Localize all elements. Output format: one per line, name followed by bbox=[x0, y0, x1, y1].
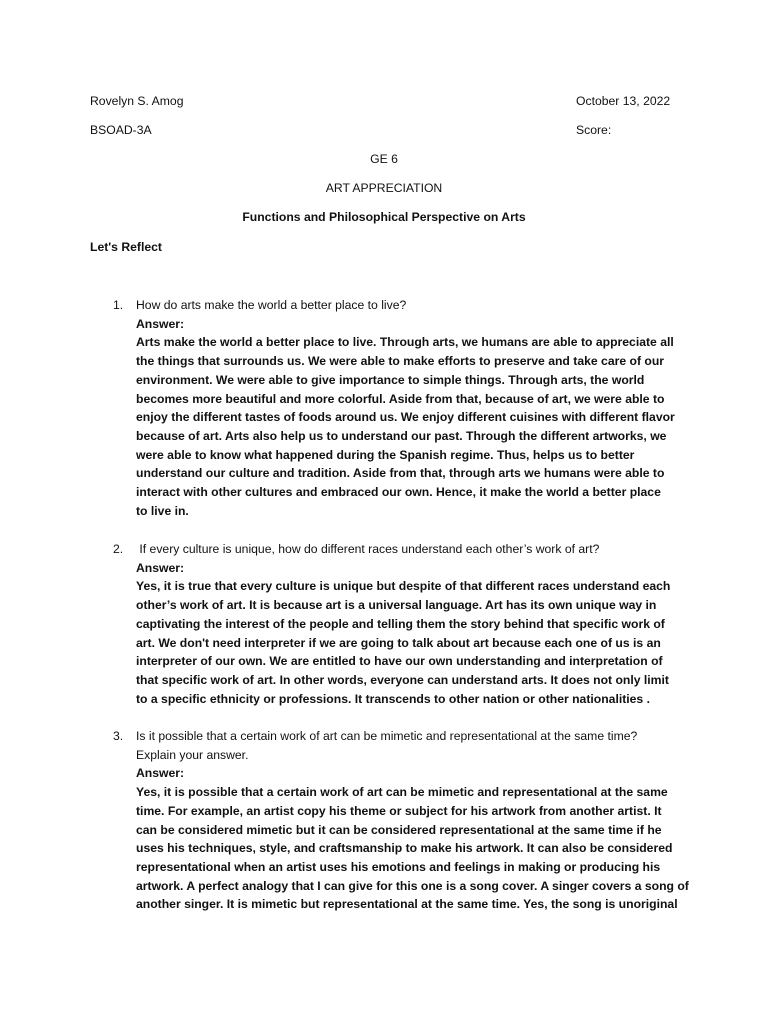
answer-line: artwork. A perfect analogy that I can give for this one is a song cover. A singer covers a song of bbox=[136, 878, 689, 893]
answer-line: that specific work of art. In other words, everyone can understand arts. It does not only limit bbox=[136, 672, 669, 687]
answer-line: enjoy the different tastes of foods around us. We enjoy different cuisines with different flavor bbox=[136, 410, 675, 425]
question-text: If every culture is unique, how do different races understand each other’s work of art? bbox=[136, 542, 600, 556]
course-code: GE 6 bbox=[370, 152, 398, 166]
answer-line: interact with other cultures and embraced our own. Hence, it make the world a better place bbox=[136, 485, 661, 500]
section-heading: Let's Reflect bbox=[90, 240, 162, 254]
answer-line: other’s work of art. It is because art is a universal language. Art has its own unique way in bbox=[136, 598, 657, 613]
answer-line: environment. We were able to give importance to simple things. Through arts, the world bbox=[136, 372, 645, 387]
answer-line: to a specific ethnicity or professions. It transcends to other nation or other nationalities . bbox=[136, 691, 650, 706]
answer-line: time. For example, an artist copy his theme or subject for his artwork from another artist. It bbox=[136, 803, 662, 818]
answer-line: because of art. Arts also help us to understand our past. Through the different artworks, we bbox=[136, 428, 667, 443]
answer-line: uses his techniques, style, and craftsmanship to make his artwork. It can also be considered bbox=[136, 841, 673, 856]
answer-line: can be considered mimetic but it can be considered representational at the same time if he bbox=[136, 822, 662, 837]
answer-line: the things that surrounds us. We were able to make efforts to preserve and take care of our bbox=[136, 354, 665, 369]
topic-title: Functions and Philosophical Perspective on Arts bbox=[242, 210, 526, 224]
answer-label: Answer: bbox=[136, 766, 185, 781]
answer-line: representational when an artist uses his emotions and feelings in making or producing his bbox=[136, 859, 661, 874]
question-number: 3. bbox=[113, 729, 124, 743]
answer-line: to live in. bbox=[136, 503, 189, 518]
answer-line: Arts make the world a better place to live. Through arts, we humans are able to appreciate all bbox=[136, 335, 674, 350]
course-section: BSOAD-3A bbox=[90, 123, 152, 137]
question-number: 1. bbox=[113, 298, 124, 312]
question-body bbox=[136, 540, 681, 708]
submission-date: October 13, 2022 bbox=[576, 94, 671, 108]
answer-line: another singer. It is mimetic but representational at the same time. Yes, the song is unoriginal bbox=[136, 897, 678, 912]
answer-line: art. We don't need interpreter if we are going to talk about art because each one of us is an bbox=[136, 635, 661, 650]
answer-line: were able to know what happened during the Spanish regime. Thus, helps us to better bbox=[136, 447, 635, 462]
score-label: Score: bbox=[576, 123, 612, 137]
answer-line: interpreter of our own. We are entitled to have our own understanding and interpretation of bbox=[136, 654, 663, 669]
question-body bbox=[136, 296, 681, 520]
question-text: Explain your answer. bbox=[136, 747, 249, 762]
answer-line: Yes, it is true that every culture is unique but despite of that different races understand each bbox=[136, 579, 671, 594]
question-text: How do arts make the world a better place to live? bbox=[136, 298, 407, 312]
student-name: Rovelyn S. Amog bbox=[90, 94, 184, 108]
answer-line: Yes, it is possible that a certain work of art can be mimetic and representational at the same bbox=[136, 785, 668, 800]
answer-line: understand our culture and tradition. Aside from that, through arts we humans were able to bbox=[136, 466, 665, 481]
answer-line: captivating the interest of the people and telling them the story behind that specific work of bbox=[136, 616, 665, 631]
question-body bbox=[136, 727, 689, 914]
subject-title: ART APPRECIATION bbox=[325, 181, 443, 195]
question-text: Is it possible that a certain work of art can be mimetic and representational at the same time? bbox=[136, 729, 638, 743]
question-number: 2. bbox=[113, 542, 124, 556]
answer-label: Answer: bbox=[136, 560, 185, 575]
answer-label: Answer: bbox=[136, 316, 185, 331]
answer-line: becomes more beautiful and more colorful. Aside from that, because of art, we were able to bbox=[136, 391, 665, 406]
